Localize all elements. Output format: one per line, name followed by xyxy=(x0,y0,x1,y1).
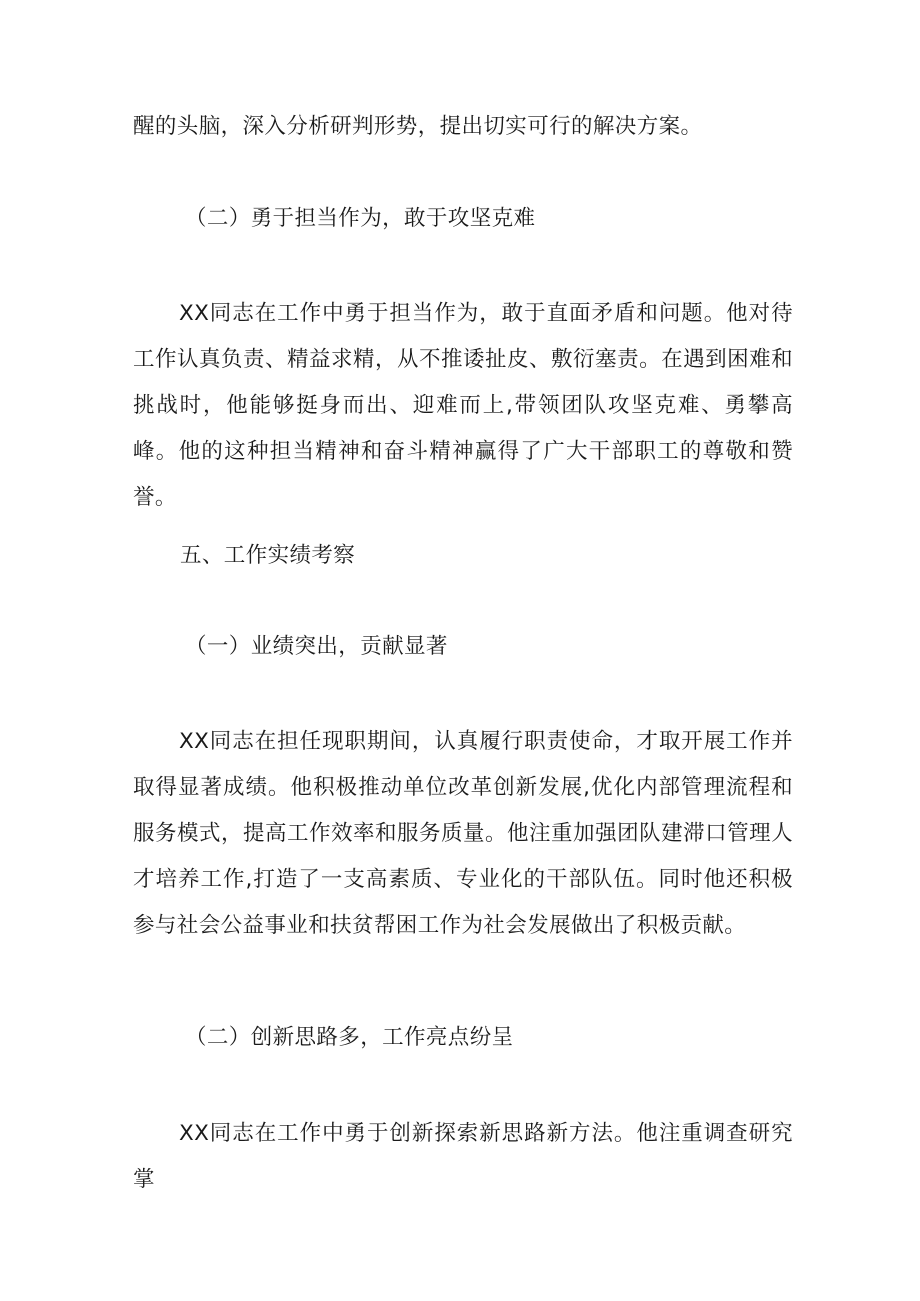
sub-heading-courage: （二）勇于担当作为，敢于攻坚克难 xyxy=(185,206,536,231)
continuation-line: 醒的头脑，深入分析研判形势，提出切实可行的解决方案。 xyxy=(133,114,703,139)
paragraph-courage: XX同志在工作中勇于担当作为，敢于直面矛盾和问题。他对待工作认真负责、精益求精，从不推诿扯皮、敷衍塞责。在遇到困难和挑战时，他能够挺身而出、迎难而上,带领团队攻坚克难、勇攀高峰。他的这种担当精神和奋斗精神赢得了广大干部职工的尊敬和赞誉。 xyxy=(133,301,793,510)
sub-heading-achievements: （一）业绩突出，贡献显著 xyxy=(185,634,448,659)
paragraph-achievements: XX同志在担任现职期间，认真履行职责使命，才取开展工作并取得显著成绩。他积极推动单位改革创新发展,优化内部管理流程和服务模式，提高工作效率和服务质量。他注重加强团队建滞口管理人才培养工作,打造了一支高素质、专业化的干部队伍。同时他还积极参与社会公益事业和扶贫帮困工作为社会发展做出了积极贡献。 xyxy=(133,729,793,938)
sub-heading-innovation: （二）创新思路多，工作亮点纷呈 xyxy=(185,1025,514,1050)
section-heading-performance: 五、工作实绩考察 xyxy=(180,543,356,568)
paragraph-innovation: XX同志在工作中勇于创新探索新思路新方法。他注重调查研究掌 xyxy=(133,1121,793,1192)
